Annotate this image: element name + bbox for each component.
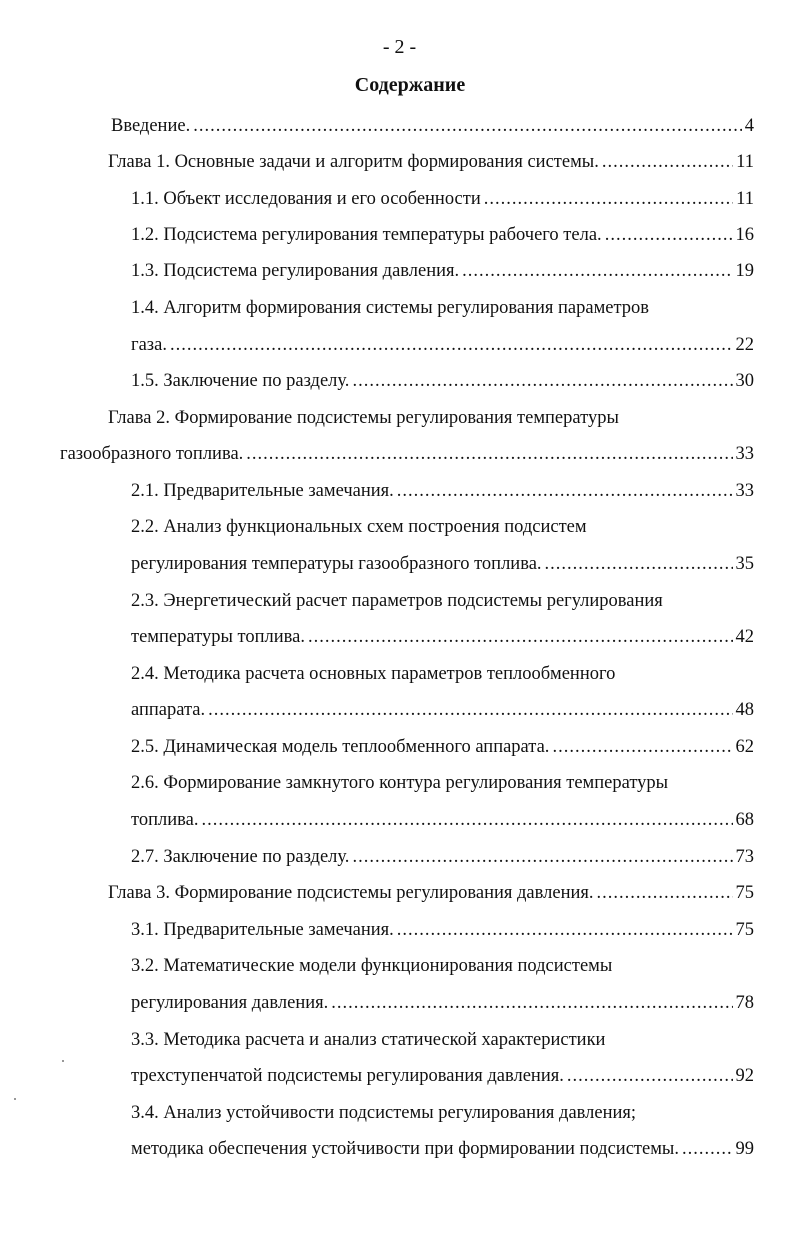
- dot-leader: [545, 554, 733, 575]
- toc-entry-2-6-first-line[interactable]: 2.6. Формирование замкнутого контура регулирования температуры: [131, 773, 669, 793]
- toc-page-number: 68: [735, 810, 754, 830]
- toc-entry-3-1[interactable]: [131, 920, 754, 941]
- toc-entry-label: 3.1. Предварительные замечания.: [131, 920, 394, 940]
- toc-entry-3-3[interactable]: [131, 1066, 754, 1087]
- toc-entry-2-4-first-line[interactable]: 2.4. Методика расчета основных параметров теплообменного: [131, 664, 616, 684]
- toc-entry-3-3-first-line[interactable]: 3.3. Методика расчета и анализ статической характеристики: [131, 1030, 606, 1050]
- toc-entry-label: регулирования давления.: [131, 993, 329, 1013]
- toc-entry-3-4-first-line[interactable]: 3.4. Анализ устойчивости подсистемы регулирования давления;: [131, 1103, 637, 1123]
- toc-entry-label: 2.5. Динамическая модель теплообменного аппарата.: [131, 737, 550, 757]
- dot-leader: [331, 993, 732, 1014]
- toc-entry-2-4[interactable]: [131, 700, 754, 721]
- toc-entry-3-4[interactable]: [131, 1139, 754, 1160]
- dot-leader: [682, 1139, 733, 1160]
- toc-entry-label: Глава 1. Основные задачи и алгоритм формирования системы.: [108, 152, 599, 172]
- toc-entry-label: газа.: [131, 335, 167, 355]
- toc-page-number: 33: [735, 481, 754, 501]
- toc-page-number: 73: [735, 847, 754, 867]
- toc-entry-1-1[interactable]: [131, 189, 754, 210]
- toc-entry-3-2-first-line[interactable]: 3.2. Математические модели функционирования подсистемы: [131, 956, 613, 976]
- toc-entry-label: 1.3. Подсистема регулирования давления.: [131, 261, 460, 281]
- toc-page-number: 42: [735, 627, 754, 647]
- toc-page-number: 99: [735, 1139, 754, 1159]
- toc-entry-1-2[interactable]: [131, 225, 754, 246]
- toc-entry-2-6[interactable]: [131, 810, 754, 831]
- toc-entry-3-2[interactable]: [131, 993, 754, 1014]
- toc-entry-chapter-1[interactable]: [108, 152, 754, 173]
- toc-entry-2-3[interactable]: [131, 627, 754, 648]
- toc-page-number: 4: [744, 116, 754, 136]
- dot-leader: [201, 810, 732, 831]
- dot-leader: [208, 700, 732, 721]
- toc-page-number: 30: [735, 371, 754, 391]
- toc-entry-2-2-first-line[interactable]: 2.2. Анализ функциональных схем построения подсистем: [131, 517, 587, 537]
- toc-entry-chapter-3[interactable]: [108, 883, 754, 904]
- toc-entry-2-3-first-line[interactable]: 2.3. Энергетический расчет параметров подсистемы регулирования: [131, 591, 663, 611]
- toc-entry-label: методика обеспечения устойчивости при формировании подсистемы.: [131, 1139, 679, 1159]
- dot-leader: [352, 371, 732, 392]
- toc-page-number: 75: [735, 883, 754, 903]
- toc-page-number: 75: [735, 920, 754, 940]
- dot-leader: [397, 920, 733, 941]
- toc-page-number: 62: [735, 737, 754, 757]
- toc-entry-label: аппарата.: [131, 700, 206, 720]
- toc-page-number: 16: [735, 225, 754, 245]
- dot-leader: [308, 627, 733, 648]
- toc-entry-label: 1.2. Подсистема регулирования температуры рабочего тела.: [131, 225, 602, 245]
- toc-entry-1-4[interactable]: [131, 335, 754, 356]
- dot-leader: [462, 261, 732, 282]
- dot-leader: [193, 116, 742, 137]
- toc-entry-2-2[interactable]: [131, 554, 754, 575]
- toc-entry-1-4-first-line[interactable]: 1.4. Алгоритм формирования системы регулирования параметров: [131, 298, 650, 318]
- toc-entry-label: трехступенчатой подсистемы регулирования давления.: [131, 1066, 564, 1086]
- dot-leader: [484, 189, 733, 210]
- toc-entry-2-1[interactable]: [131, 481, 754, 502]
- scan-speck: [14, 1098, 16, 1100]
- toc-page-number: 48: [735, 700, 754, 720]
- dot-leader: [397, 481, 733, 502]
- toc-entry-label: 2.7. Заключение по разделу.: [131, 847, 350, 867]
- toc-entry-label: топлива.: [131, 810, 199, 830]
- dot-leader: [246, 444, 732, 465]
- dot-leader: [605, 225, 733, 246]
- toc-entry-2-7[interactable]: [131, 847, 754, 868]
- toc-entry-label: газообразного топлива.: [60, 444, 244, 464]
- toc-page-number: 11: [736, 152, 754, 172]
- dot-leader: [552, 737, 732, 758]
- dot-leader: [352, 847, 732, 868]
- toc-entry-label: 1.1. Объект исследования и его особенности: [131, 189, 481, 209]
- page-number: - 2 -: [382, 36, 417, 58]
- toc-entry-1-5[interactable]: [131, 371, 754, 392]
- toc-entry-intro[interactable]: [111, 116, 754, 137]
- toc-entry-label: Глава 3. Формирование подсистемы регулирования давления.: [108, 883, 594, 903]
- toc-page-number: 35: [735, 554, 754, 574]
- toc-entry-label: 2.1. Предварительные замечания.: [131, 481, 394, 501]
- dot-leader: [602, 152, 733, 173]
- toc-page-number: 78: [735, 993, 754, 1013]
- toc-entry-label: регулирования температуры газообразного топлива.: [131, 554, 542, 574]
- page-title: Содержание: [354, 74, 466, 96]
- toc-entry-label: Введение.: [111, 116, 191, 136]
- toc-page-number: 33: [735, 444, 754, 464]
- toc-page-number: 11: [736, 189, 754, 209]
- toc-entry-1-3[interactable]: [131, 261, 754, 282]
- toc-page-number: 92: [735, 1066, 754, 1086]
- toc-entry-label: температуры топлива.: [131, 627, 305, 647]
- toc-entry-label: 1.5. Заключение по разделу.: [131, 371, 350, 391]
- toc-page-number: 22: [735, 335, 754, 355]
- toc-entry-chapter-2[interactable]: [60, 444, 754, 465]
- dot-leader: [597, 883, 733, 904]
- toc-page-number: 19: [735, 261, 754, 281]
- toc-entry-2-5[interactable]: [131, 737, 754, 758]
- toc-entry-chapter-2-first-line[interactable]: Глава 2. Формирование подсистемы регулирования температуры: [108, 408, 619, 428]
- dot-leader: [170, 335, 733, 356]
- dot-leader: [567, 1066, 733, 1087]
- scan-speck: [62, 1060, 64, 1062]
